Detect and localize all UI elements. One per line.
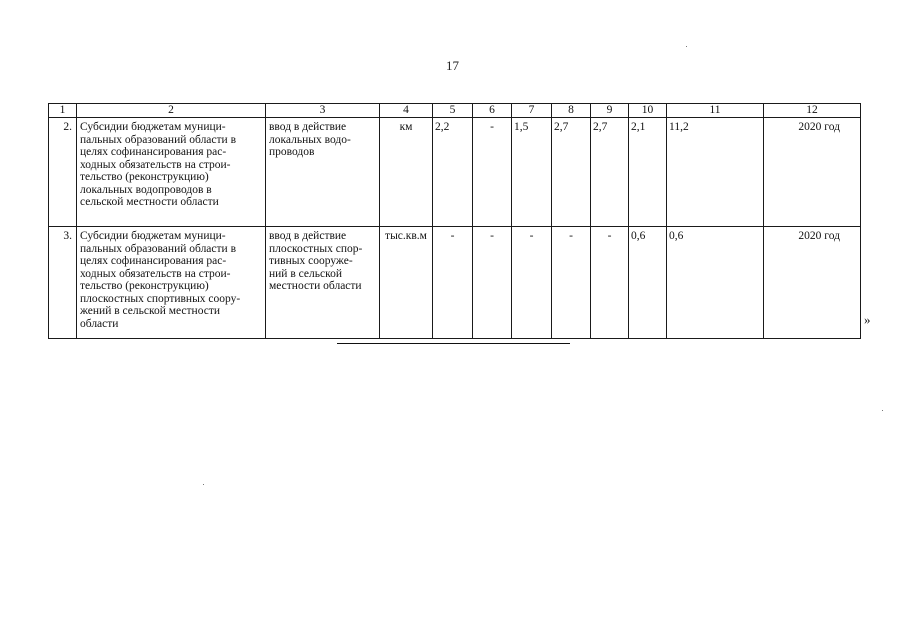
value-9: 2,7 bbox=[593, 121, 608, 133]
unit-cell bbox=[380, 227, 433, 339]
header-row bbox=[49, 104, 861, 118]
value-cell-7 bbox=[512, 118, 552, 227]
value-cell-8 bbox=[552, 118, 591, 227]
value-6: - bbox=[490, 121, 494, 133]
unit-value: км bbox=[399, 121, 413, 133]
measure-name-line: целях софинансирования рас- bbox=[80, 255, 227, 267]
value-5: - bbox=[450, 230, 455, 242]
value-8: - bbox=[569, 230, 573, 242]
measure-name-line: локальных водопроводов в bbox=[80, 183, 212, 196]
header-cell-2: 2 bbox=[77, 104, 266, 118]
term-value: 2020 год bbox=[798, 230, 840, 242]
value-cell-7 bbox=[512, 227, 552, 339]
row-number: 2. bbox=[63, 121, 72, 133]
value-cell-8 bbox=[552, 227, 591, 339]
table-row bbox=[49, 118, 861, 227]
header-cell-11: 11 bbox=[667, 104, 764, 118]
header-cell-5: 5 bbox=[433, 104, 473, 118]
row-number-cell bbox=[49, 118, 77, 227]
value-5: 2,2 bbox=[435, 121, 450, 133]
value-10: 0,6 bbox=[631, 230, 646, 242]
value-11: 0,6 bbox=[669, 230, 684, 242]
measure-name-line: плоскостных спортивных соору- bbox=[80, 292, 241, 305]
scan-speck bbox=[686, 46, 687, 47]
page-number: 17 bbox=[446, 58, 459, 73]
header-cell-8: 8 bbox=[552, 104, 591, 118]
measure-name-line: тельство (реконструкцию) bbox=[80, 171, 209, 183]
value-cell-11 bbox=[667, 118, 764, 227]
indicator-cell bbox=[266, 118, 380, 227]
indicator-line: проводов bbox=[269, 146, 315, 158]
table-row bbox=[49, 227, 861, 339]
closing-quote: » bbox=[864, 312, 871, 327]
measure-name-line: ходных обязательств на строи- bbox=[80, 267, 231, 280]
header-cell-6: 6 bbox=[473, 104, 512, 118]
separator-line bbox=[337, 343, 570, 344]
indicator-line: ввод в действие bbox=[269, 230, 347, 242]
row-number: 3. bbox=[63, 230, 72, 242]
measure-name-line: жений в сельской местности bbox=[80, 305, 221, 317]
measure-name-line: целях софинансирования рас- bbox=[80, 146, 227, 158]
targets-table bbox=[48, 103, 861, 339]
measure-name-line: сельской местности области bbox=[80, 196, 219, 208]
measure-name-line: Субсидии бюджетам муници- bbox=[80, 230, 226, 242]
scan-speck bbox=[203, 484, 204, 485]
scan-speck bbox=[882, 410, 883, 411]
value-6: - bbox=[490, 230, 494, 242]
header-cell-9: 9 bbox=[591, 104, 629, 118]
value-cell-9 bbox=[591, 118, 629, 227]
header-cell-7: 7 bbox=[512, 104, 552, 118]
measure-name-line: пальных образований области в bbox=[80, 133, 236, 146]
measure-name-cell bbox=[77, 118, 266, 227]
value-9: - bbox=[607, 230, 612, 242]
indicator-line: ний в сельской bbox=[269, 267, 342, 280]
header-cell-12: 12 bbox=[764, 104, 861, 118]
measure-name-line: тельство (реконструкцию) bbox=[80, 280, 209, 292]
header-cell-10: 10 bbox=[629, 104, 667, 118]
header-cell-3: 3 bbox=[266, 104, 380, 118]
measure-name-line: области bbox=[80, 317, 119, 330]
value-7: - bbox=[529, 230, 534, 242]
row-number-cell bbox=[49, 227, 77, 339]
value-10: 2,1 bbox=[631, 121, 646, 133]
value-cell-10 bbox=[629, 227, 667, 339]
measure-name-line: Субсидии бюджетам муници- bbox=[80, 121, 226, 133]
unit-value: тыс.кв.м bbox=[385, 230, 427, 242]
indicator-cell bbox=[266, 227, 380, 339]
value-cell-11 bbox=[667, 227, 764, 339]
value-cell-5 bbox=[433, 118, 473, 227]
value-11: 11,2 bbox=[669, 121, 689, 133]
value-cell-9 bbox=[591, 227, 629, 339]
term-cell bbox=[764, 227, 861, 339]
measure-name-line: пальных образований области в bbox=[80, 242, 236, 255]
header-cell-1: 1 bbox=[49, 104, 77, 118]
measure-name-line: ходных обязательств на строи- bbox=[80, 158, 231, 171]
value-cell-10 bbox=[629, 118, 667, 227]
term-value: 2020 год bbox=[798, 121, 840, 133]
indicator-line: локальных водо- bbox=[269, 133, 351, 146]
term-cell bbox=[764, 118, 861, 227]
value-cell-5 bbox=[433, 227, 473, 339]
indicator-line: плоскостных спор- bbox=[269, 242, 363, 255]
value-cell-6 bbox=[473, 118, 512, 227]
header-cell-4: 4 bbox=[380, 104, 433, 118]
indicator-line: тивных сооруже- bbox=[269, 255, 353, 267]
value-7: 1,5 bbox=[514, 121, 529, 133]
value-8: 2,7 bbox=[554, 121, 569, 133]
value-cell-6 bbox=[473, 227, 512, 339]
indicator-line: ввод в действие bbox=[269, 121, 347, 133]
unit-cell bbox=[380, 118, 433, 227]
indicator-line: местности области bbox=[269, 280, 362, 292]
measure-name-cell bbox=[77, 227, 266, 339]
